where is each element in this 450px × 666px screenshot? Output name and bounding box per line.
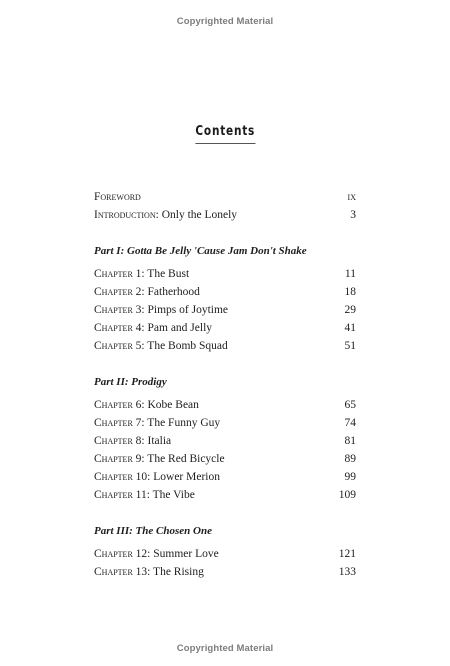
toc-entry-label: Foreword [94,191,141,203]
toc-entry-label: Chapter 2: Fatherhood [94,286,200,298]
toc-entry-chapter[interactable] [94,545,356,563]
toc-entry-chapter[interactable] [94,563,356,581]
watermark-bottom: Copyrighted Material [176,643,274,654]
toc-entry-foreword[interactable] [94,188,356,206]
toc-entry-chapter[interactable] [94,486,356,504]
toc-entry-title: Fatherhood [147,286,200,298]
toc-page-number: 121 [338,548,356,560]
toc-page-number: 11 [344,268,356,280]
toc-entry-title: Kobe Bean [147,399,199,411]
toc-entry-title: The Funny Guy [147,417,221,429]
toc-page-number: 99 [344,471,356,483]
toc-page-number: 29 [344,304,356,316]
contents-heading: Contents [195,123,255,144]
toc-entry-label: Chapter 13: The Rising [94,566,204,578]
toc-entry-chapter[interactable] [94,396,356,414]
toc-entry-label: Chapter 4: Pam and Jelly [94,322,213,334]
toc-entry-title: The Vibe [152,489,195,501]
toc-entry-title: The Bomb Squad [147,340,228,352]
toc-page-number: 41 [344,322,356,334]
toc-entry-title: Pam and Jelly [147,322,213,334]
toc-entry-chapter[interactable] [94,450,356,468]
toc-entry-chapter[interactable] [94,319,356,337]
toc-entry-label: Chapter 11: The Vibe [94,489,195,501]
toc-entry-chapter[interactable] [94,301,356,319]
toc-entry-label: Chapter 9: The Red Bicycle [94,453,225,465]
toc-entry-chapter[interactable] [94,337,356,355]
toc-entry-label: Chapter 1: The Bust [94,268,190,280]
toc-entry-label: Chapter 6: Kobe Bean [94,399,199,411]
toc-entry-title: Summer Love [153,548,219,560]
toc-entry-title: Pimps of Joytime [147,304,229,316]
toc-entry-label: Chapter 7: The Funny Guy [94,417,221,429]
toc-page-number: 3 [350,209,356,221]
toc-entry-label: Chapter 3: Pimps of Joytime [94,304,229,316]
toc-entry-introduction[interactable] [94,206,356,224]
toc-entry-chapter[interactable] [94,414,356,432]
toc-page-number: 109 [338,489,356,501]
toc-entry-label: Chapter 12: Summer Love [94,548,219,560]
toc-page-number: 65 [344,399,356,411]
toc-page-number: 133 [338,566,356,578]
toc-entry-title: The Red Bicycle [147,453,225,465]
toc-entry-chapter[interactable] [94,432,356,450]
toc-page-number: 51 [344,340,356,352]
contents-heading-block [0,122,450,144]
toc-entry-title: Lower Merion [153,471,220,483]
toc-entry-chapter[interactable] [94,265,356,283]
toc-entry-label: Chapter 5: The Bomb Squad [94,340,228,352]
toc-entry-title: Italia [147,435,172,447]
part-heading-1[interactable]: Part I: Gotta Be Jelly 'Cause Jam Don't Shake [94,245,307,257]
toc-entry-chapter[interactable] [94,468,356,486]
toc-entry-label: Chapter 10: Lower Merion [94,471,220,483]
toc-page-number: 18 [344,286,356,298]
toc-page-number: 81 [344,435,356,447]
toc-entry-label: Introduction: Only the Lonely [94,209,238,221]
part-heading-2[interactable]: Part II: Prodigy [94,376,167,388]
toc-page-number: ix [347,191,356,203]
toc-page-number: 74 [344,417,356,429]
toc-entry-chapter[interactable] [94,283,356,301]
watermark-top: Copyrighted Material [176,16,274,27]
toc-entry-title: Only the Lonely [161,209,238,221]
toc-entry-label: Chapter 8: Italia [94,435,172,447]
toc-page-number: 89 [344,453,356,465]
toc-entry-title: The Rising [153,566,204,578]
part-heading-3[interactable]: Part III: The Chosen One [94,525,212,537]
toc-entry-title: The Bust [147,268,190,280]
